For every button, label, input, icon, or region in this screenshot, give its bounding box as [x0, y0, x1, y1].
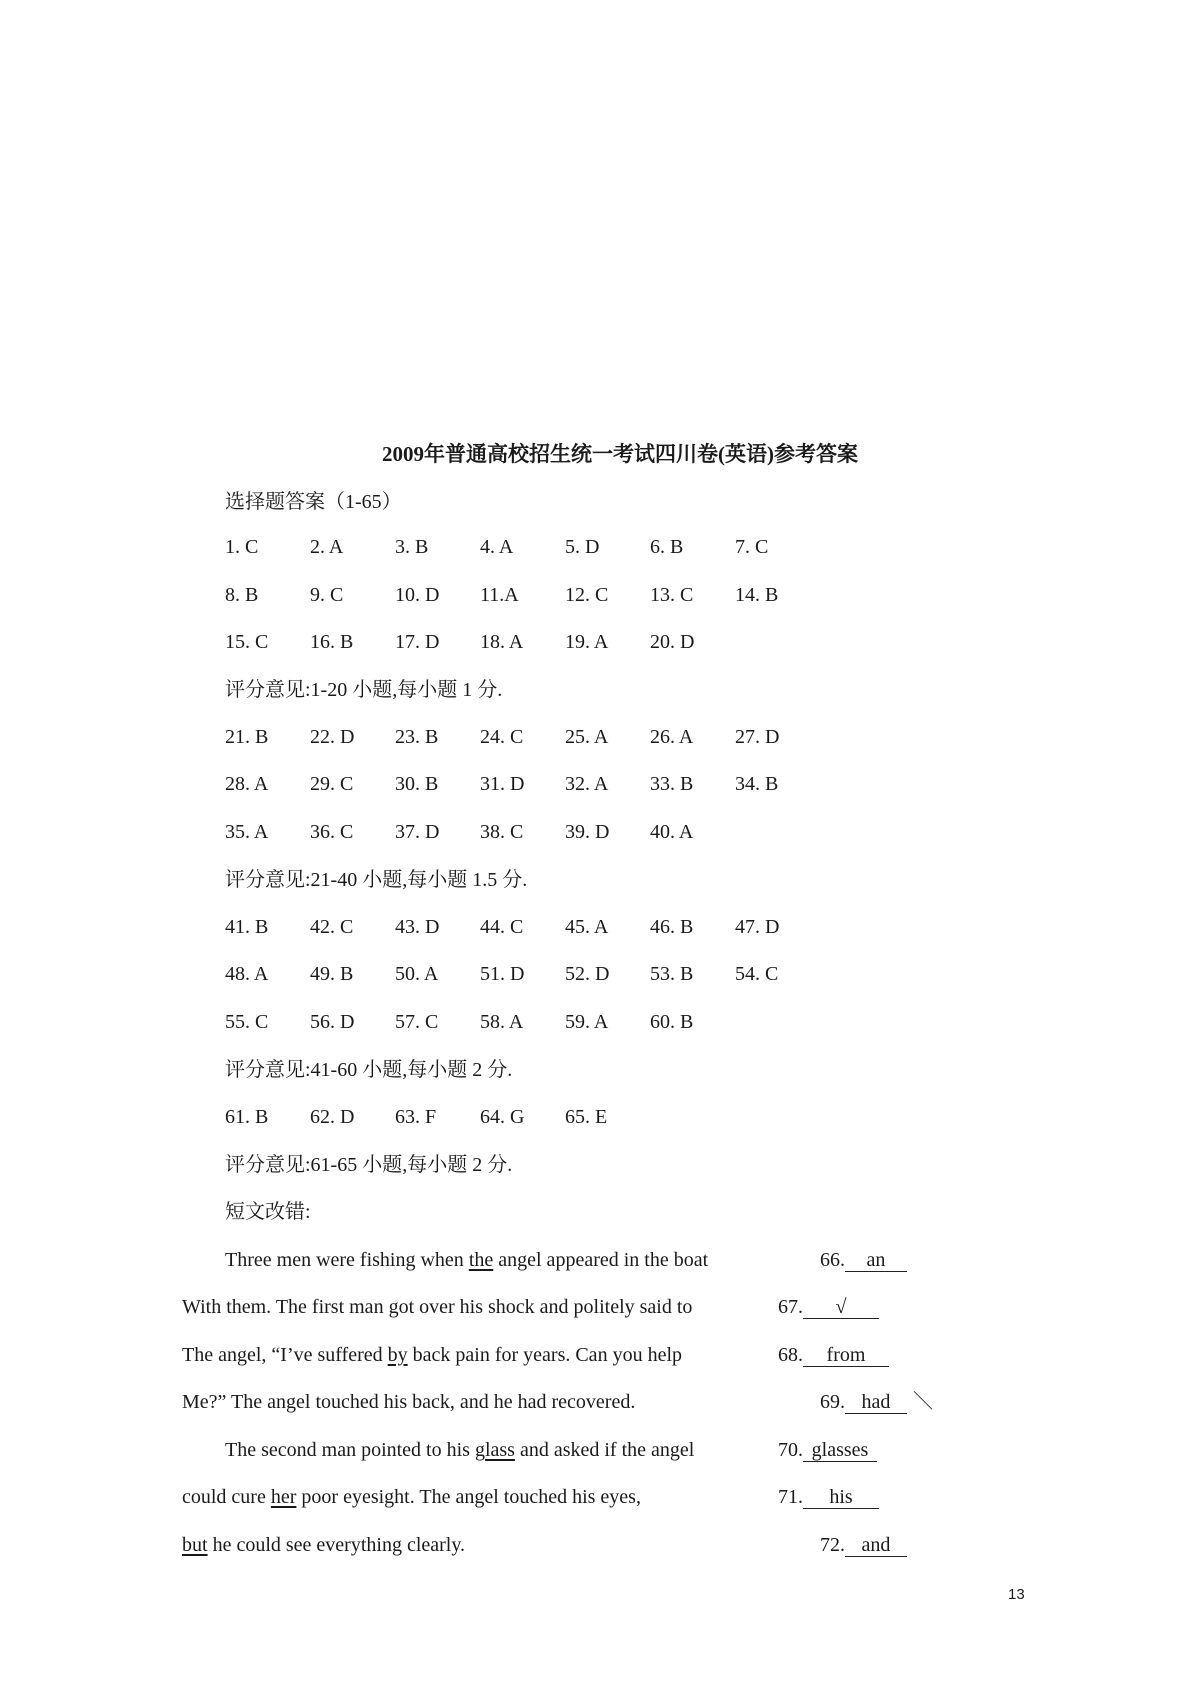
answer-item: 53. B: [650, 963, 694, 985]
passage-text: Me?” The angel touched his back, and he had recovered.: [182, 1391, 636, 1413]
answer-item: 2. A: [310, 536, 344, 558]
answer-item: 32. A: [565, 773, 609, 795]
passage-line: [182, 1295, 692, 1319]
answer-item: 25. A: [565, 726, 609, 748]
correction-answer: [778, 1295, 879, 1319]
answer-item: 60. B: [650, 1011, 694, 1033]
answer-item: 58. A: [480, 1011, 524, 1033]
correction-blank: glasses: [803, 1439, 877, 1462]
correction-number: 67.: [778, 1296, 803, 1318]
passage-text: The angel, “I’ve suffered: [182, 1344, 388, 1366]
answer-item: 54. C: [735, 963, 779, 985]
answer-item: 55. C: [225, 1011, 269, 1033]
passage-text: With them. The first man got over his shock and politely said to: [182, 1296, 693, 1318]
answer-item: 51. D: [480, 963, 525, 985]
answer-item: 56. D: [310, 1011, 355, 1033]
answer-item: 50. A: [395, 963, 439, 985]
answer-item: 28. A: [225, 773, 269, 795]
passage-text: Three men were fishing when: [225, 1249, 469, 1271]
answer-item: 62. D: [310, 1106, 355, 1128]
answer-item: 16. B: [310, 631, 354, 653]
passage-line: [182, 1485, 641, 1509]
answer-item: 65. E: [565, 1106, 608, 1128]
answer-item: 7. C: [735, 536, 769, 558]
error-word: but: [182, 1534, 208, 1556]
correction-number: 70.: [778, 1439, 803, 1461]
error-word: by: [387, 1344, 408, 1366]
correction-number: 68.: [778, 1344, 803, 1366]
correction-blank: an: [845, 1249, 907, 1272]
answer-item: 1. C: [225, 536, 259, 558]
answer-item: 47. D: [735, 916, 780, 938]
answer-item: 20. D: [650, 631, 695, 653]
correction-blank: had: [845, 1391, 907, 1414]
answer-item: 5. D: [565, 536, 600, 558]
answer-item: 61. B: [225, 1106, 269, 1128]
answer-item: 52. D: [565, 963, 610, 985]
answer-item: 26. A: [650, 726, 694, 748]
answer-item: 59. A: [565, 1011, 609, 1033]
page-number: 13: [1008, 1586, 1025, 1603]
page-title: 2009年普通高校招生统一考试四川卷(英语)参考答案: [382, 442, 858, 466]
answer-item: 22. D: [310, 726, 355, 748]
answer-item: 44. C: [480, 916, 524, 938]
answer-item: 21. B: [225, 726, 269, 748]
passage-line: [225, 1248, 708, 1272]
error-word: her: [270, 1486, 297, 1508]
correction-blank: and: [845, 1534, 907, 1557]
passage-text: he could see everything clearly.: [207, 1534, 466, 1556]
correction-blank: √: [803, 1296, 879, 1319]
deletion-mark: ＼: [913, 1391, 933, 1413]
answer-item: 49. B: [310, 963, 354, 985]
answer-item: 29. C: [310, 773, 354, 795]
correction-answer: [820, 1248, 907, 1272]
error-word: glass: [474, 1439, 515, 1461]
passage-text: The second man pointed to his: [225, 1439, 475, 1461]
answer-item: 10. D: [395, 584, 440, 606]
answer-item: 37. D: [395, 821, 440, 843]
scoring-note: 评分意见:21-40 小题,每小题 1.5 分.: [225, 869, 528, 891]
correction-number: 72.: [820, 1534, 845, 1556]
answer-item: 42. C: [310, 916, 354, 938]
answer-item: 34. B: [735, 773, 779, 795]
passage-line: [182, 1390, 635, 1414]
answer-item: 39. D: [565, 821, 610, 843]
passage-line: [182, 1343, 682, 1367]
answer-item: 15. C: [225, 631, 269, 653]
correction-number: 69.: [820, 1391, 845, 1413]
answer-item: 19. A: [565, 631, 609, 653]
correction-answer: [820, 1533, 907, 1557]
answer-item: 14. B: [735, 584, 779, 606]
answer-item: 46. B: [650, 916, 694, 938]
answer-item: 31. D: [480, 773, 525, 795]
answer-item: 23. B: [395, 726, 439, 748]
answer-item: 33. B: [650, 773, 694, 795]
correction-answer: [778, 1485, 879, 1509]
passage-text: and asked if the angel: [514, 1439, 695, 1461]
answer-item: 41. B: [225, 916, 269, 938]
answer-item: 57. C: [395, 1011, 439, 1033]
answer-item: 38. C: [480, 821, 524, 843]
answer-item: 40. A: [650, 821, 694, 843]
answer-item: 11.A: [480, 584, 519, 606]
answer-item: 27. D: [735, 726, 780, 748]
correction-blank: his: [803, 1486, 879, 1509]
passage-line: [182, 1533, 465, 1557]
answer-item: 36. C: [310, 821, 354, 843]
passage-text: poor eyesight. The angel touched his eyes,: [296, 1486, 641, 1508]
answer-item: 64. G: [480, 1106, 525, 1128]
scoring-note: 评分意见:1-20 小题,每小题 1 分.: [225, 679, 503, 701]
error-word: the: [468, 1249, 494, 1271]
passage-text: back pain for years. Can you help: [407, 1344, 682, 1366]
scoring-note: 评分意见:61-65 小题,每小题 2 分.: [225, 1154, 513, 1176]
answer-item: 12. C: [565, 584, 609, 606]
answer-item: 9. C: [310, 584, 344, 606]
answer-item: 6. B: [650, 536, 684, 558]
answer-item: 43. D: [395, 916, 440, 938]
answer-item: 4. A: [480, 536, 514, 558]
passage-text: angel appeared in the boat: [493, 1249, 709, 1271]
answer-item: 45. A: [565, 916, 609, 938]
answer-item: 18. A: [480, 631, 524, 653]
scoring-note: 评分意见:41-60 小题,每小题 2 分.: [225, 1059, 513, 1081]
answer-item: 35. A: [225, 821, 269, 843]
correction-blank: from: [803, 1344, 889, 1367]
section-heading-correction: 短文改错:: [225, 1201, 311, 1223]
passage-line: [225, 1438, 694, 1462]
answer-item: 24. C: [480, 726, 524, 748]
answer-item: 63. F: [395, 1106, 437, 1128]
answer-item: 48. A: [225, 963, 269, 985]
answer-item: 8. B: [225, 584, 259, 606]
correction-answer: [820, 1390, 933, 1414]
answer-item: 13. C: [650, 584, 694, 606]
correction-number: 66.: [820, 1249, 845, 1271]
answer-item: 30. B: [395, 773, 439, 795]
passage-text: could cure: [182, 1486, 271, 1508]
correction-number: 71.: [778, 1486, 803, 1508]
correction-answer: [778, 1438, 877, 1462]
correction-answer: [778, 1343, 889, 1367]
answer-item: 3. B: [395, 536, 429, 558]
answer-item: 17. D: [395, 631, 440, 653]
section-heading-choice: 选择题答案（1-65）: [225, 491, 402, 513]
